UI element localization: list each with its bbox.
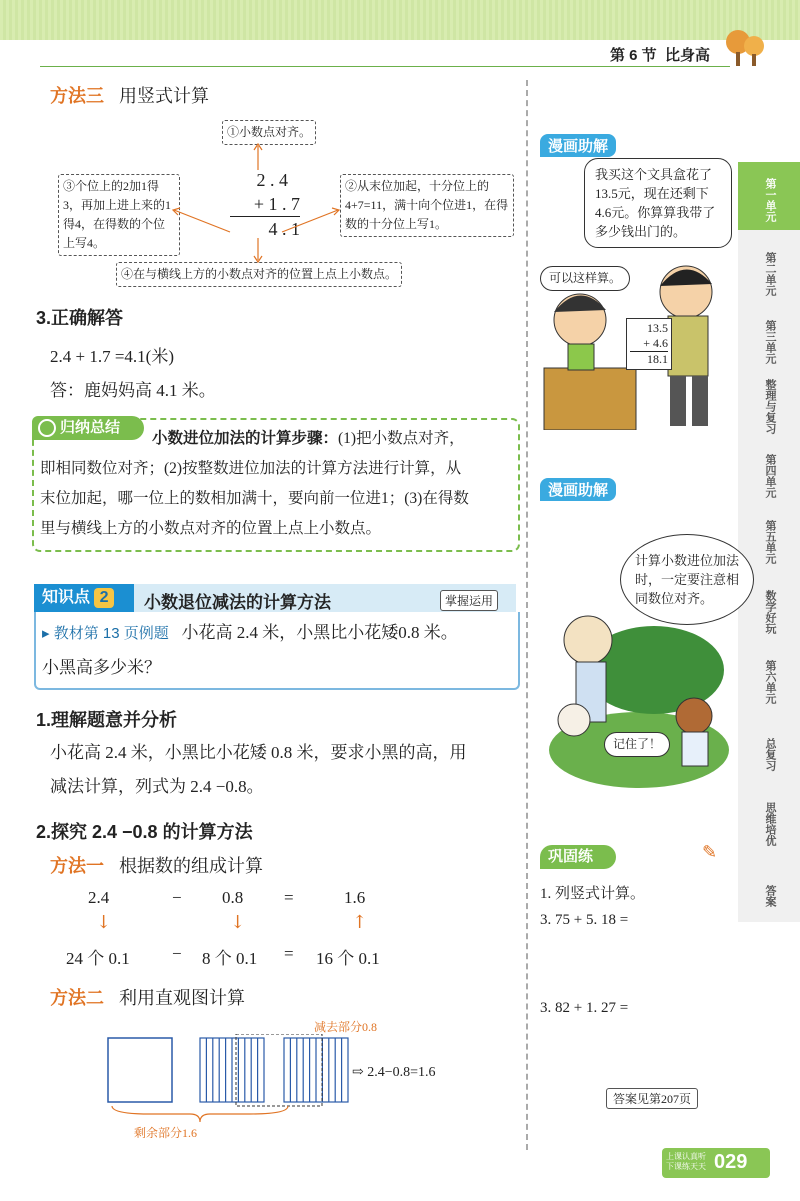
arrow-down-icon: ↓ (230, 912, 246, 933)
m1-top-2: − (172, 888, 182, 907)
m1-bottom-1: 24 个 0.1 (66, 949, 130, 968)
subtract-label: 减去部分0.8 (314, 1020, 378, 1034)
unit-tab[interactable]: 思维培优 (764, 802, 776, 846)
unit-tab[interactable]: 第一单元 (764, 178, 776, 222)
footer-page-badge (662, 1148, 770, 1178)
practice-b: 3. 82 + 1. 27 = (540, 1000, 629, 1016)
comic2-tag: 漫画助解 (540, 478, 616, 501)
unit-tab[interactable]: 第二单元 (764, 252, 776, 296)
arrow-up-icon: ↑ (352, 912, 368, 933)
summary-tag: 归纳总结 (32, 416, 144, 440)
kp-badge: 掌握运用 (440, 590, 498, 611)
comic2-bubble: 计算小数进位加法时，一定要注意相同数位对齐。 (620, 534, 754, 625)
summary-text: 小数进位加法的计算步骤：(1)把小数点对齐， 即相同数位对齐；(2)按整数进位加法的计算方法进行计算，从 末位加起，哪一位上的数相加满十，要向前一位进1；(3)在得数 里与横线上方的小数点对齐的位置上点上小数点。 (40, 430, 469, 537)
comic1-bubble: 我买这个文具盒花了13.5元，现在还剩下4.6元。你算算我带了多少钱出门的。 (584, 158, 732, 248)
note-1: ①小数点对齐。 (222, 120, 316, 145)
m1-bottom-4: = (284, 944, 294, 963)
note-4: ④在与横线上方的小数点对齐的位置上点上小数点。 (116, 262, 402, 287)
method1-heading: 方法一 根据数的组成计算 (50, 856, 264, 876)
answer-heading: 3.正确解答 (36, 308, 124, 328)
header-divider (40, 66, 730, 67)
unit-tab[interactable]: 第六单元 (764, 660, 776, 704)
m1-top-5: 1.6 (344, 888, 366, 907)
footer-slogan: 上课认真听 下课练天天 (666, 1152, 706, 1171)
m1-bottom-5: 16 个 0.1 (316, 949, 380, 968)
m2-result: ⇨ 2.4−0.8=1.6 (352, 1065, 436, 1080)
m1-bottom-3: 8 个 0.1 (202, 949, 258, 968)
page-number: 029 (714, 1151, 748, 1173)
note-2: ②从末位加起，十分位上的4+7=11，满十向个位进1，在得数的十分位上写1。 (340, 174, 514, 237)
unit-tab[interactable]: 第四单元 (764, 454, 776, 498)
comic1-bubble2: 可以这样算。 (540, 266, 630, 291)
comic1-calc: 13.5 + 4.6 18.1 (626, 318, 672, 370)
pencil-icon: ✎ (702, 842, 718, 863)
unit-tab[interactable]: 数学好玩 (764, 590, 776, 634)
m1-bottom-2: − (172, 944, 182, 963)
m1-top-1: 2.4 (88, 888, 110, 907)
step1-text: 小花高 2.4 米，小黑比小花矮 0.8 米，要求小黑的高，用 减法计算，列式为 2.4 −0.8。 (50, 743, 467, 796)
note-arrows (170, 140, 350, 270)
practice-tag: 巩固练 (540, 845, 616, 869)
unit-tab[interactable]: 第五单元 (764, 520, 776, 564)
answer-ref: 答案见第207页 (606, 1088, 698, 1109)
arrow-down-icon: ↓ (96, 912, 112, 933)
comic1-tag: 漫画助解 (540, 134, 616, 157)
decimal-grid-figure (104, 1034, 354, 1114)
unit-tab[interactable]: 第三单元 (764, 320, 776, 364)
arrow-right-icon: ⇨ (352, 1065, 364, 1080)
comic2-bubble2: 记住了！ (604, 732, 670, 757)
comic2-illustration (544, 600, 734, 790)
remain-label: 剩余部分1.6 (134, 1126, 198, 1140)
step1-heading: 1.理解题意并分析 (36, 710, 178, 730)
kp-example: ▸ 教材第 13 页例题 小花高 2.4 米，小黑比小花矮0.8 米。 小黑高多少米？ (42, 623, 458, 677)
tree-icon (720, 28, 770, 68)
m1-top-3: 0.8 (222, 888, 244, 907)
practice-a: 3. 75 + 5. 18 = (540, 912, 629, 928)
method2-heading: 方法二 利用直观图计算 (50, 988, 246, 1008)
vertical-calc: 2 . 4 + 1 . 7 4 . 1 (230, 168, 300, 241)
unit-tab[interactable]: 总复习 (764, 737, 776, 771)
practice-question: 1. 列竖式计算。 (540, 886, 646, 902)
column-divider (526, 80, 528, 1150)
note-3: ③个位上的2加1得3，再加上进上来的1得4，在得数的个位上写4。 (58, 174, 180, 256)
kp-title: 小数退位减法的计算方法 (144, 593, 331, 612)
step2-heading: 2.探究 2.4 −0.8 的计算方法 (36, 822, 253, 842)
unit-tab[interactable]: 答案 (764, 885, 776, 907)
header-title: 第 6 节 比身高 (610, 47, 711, 64)
header-band (0, 0, 800, 40)
answer-equation: 2.4 + 1.7 =4.1(米) (50, 347, 174, 366)
remain-brace (110, 1104, 290, 1126)
m1-top-4: = (284, 888, 294, 907)
answer-text: 答：鹿妈妈高 4.1 米。 (50, 381, 216, 400)
method3-heading: 方法三 用竖式计算 (50, 86, 210, 106)
unit-tab[interactable]: 整理与复习 (764, 378, 776, 434)
kp-tag: 知识点 2 (34, 584, 134, 612)
